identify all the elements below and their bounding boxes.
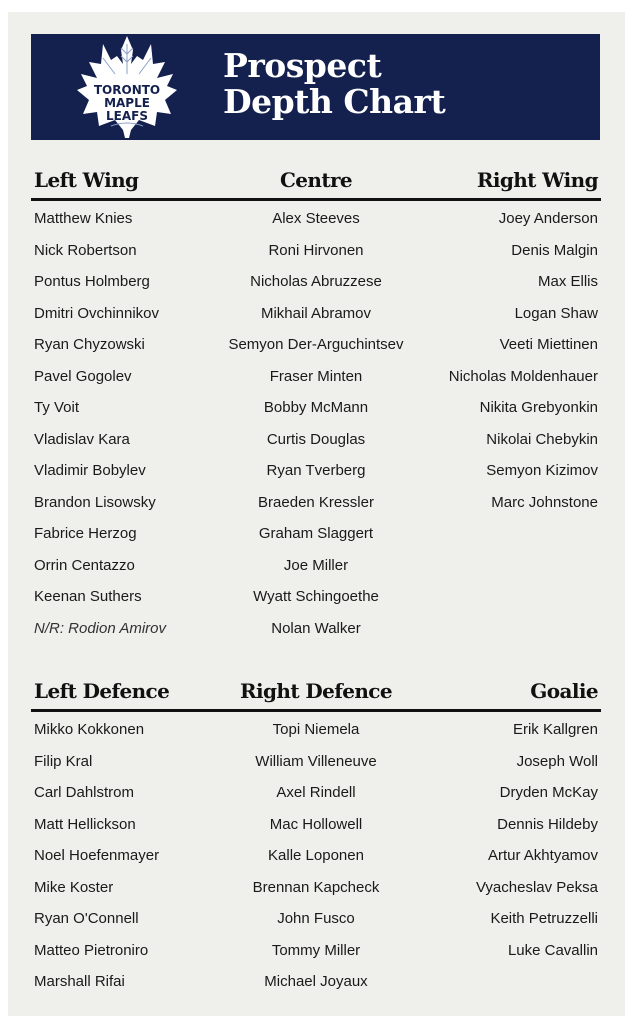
list-item: Ryan Tverberg (266, 462, 366, 479)
list-item: Keenan Suthers (34, 588, 142, 605)
list-item: Vladimir Bobylev (34, 462, 146, 479)
maple-leaf-logo-icon (73, 34, 181, 140)
list-item: Nikita Grebyonkin (479, 399, 598, 416)
heading-right-wing: Right Wing (476, 168, 598, 192)
list-item: Pavel Gogolev (34, 367, 132, 385)
list-item: Joe Miller (283, 556, 349, 574)
list-item: Bobby McMann (263, 399, 369, 416)
list-item: Pontus Holmberg (34, 273, 150, 290)
goalie-list (398, 714, 598, 966)
list-item: Curtis Douglas (266, 430, 366, 448)
list-item: Fraser Minten (269, 367, 363, 385)
title-line-1: Prospect (223, 46, 382, 85)
list-item: Ryan O'Connell (34, 910, 139, 927)
list-item: Vladislav Kara (34, 430, 130, 448)
header-banner (31, 34, 600, 140)
list-item: Semyon Der-Arguchintsev (228, 336, 404, 353)
list-item: Denis Malgin (511, 241, 598, 259)
list-item: Semyon Kizimov (486, 462, 598, 479)
heading-centre: Centre (279, 168, 353, 192)
list-item: Keith Petruzzelli (490, 910, 598, 927)
list-item: Filip Kral (34, 752, 93, 770)
list-item: Matthew Knies (34, 210, 133, 227)
list-item: Logan Shaw (514, 304, 598, 322)
list-item: Artur Akhtyamov (487, 847, 598, 864)
list-item: Matteo Pietroniro (34, 941, 149, 959)
list-item: Veeti Miettinen (499, 336, 598, 353)
list-item: Roni Hirvonen (268, 241, 364, 259)
list-item: Brandon Lisowsky (34, 493, 156, 511)
list-item: Nicholas Moldenhauer (448, 367, 598, 385)
list-item: Marc Johnstone (491, 493, 598, 511)
list-item: Orrin Centazzo (34, 556, 135, 574)
heading-left-defence: Left Defence (34, 679, 170, 703)
list-item: Dryden McKay (499, 784, 598, 801)
list-item: Nolan Walker (271, 619, 361, 637)
list-item: Noel Hoefenmayer (34, 847, 160, 864)
section-divider (31, 198, 601, 201)
list-item: Ty Voit (34, 399, 80, 416)
list-item: Mikhail Abramov (260, 304, 372, 322)
defence-section (34, 679, 598, 990)
list-item: Topi Niemela (272, 721, 360, 738)
list-item: Wyatt Schingoethe (253, 588, 379, 605)
list-item: Luke Cavallin (507, 941, 598, 959)
forwards-section (34, 168, 598, 637)
list-item: Carl Dahlstrom (34, 784, 135, 801)
list-item: Joey Anderson (498, 210, 598, 227)
logo-text-toronto: TORONTO (93, 83, 161, 97)
list-item: Nicholas Abruzzese (250, 273, 382, 290)
list-item: Alex Steeves (272, 210, 360, 227)
heading-goalie: Goalie (530, 679, 598, 703)
list-item: Mike Koster (34, 878, 114, 896)
section-divider (31, 709, 601, 712)
list-item: Michael Joyaux (264, 973, 368, 990)
title-line-2: Depth Chart (223, 82, 446, 121)
right-defence-list (216, 714, 416, 998)
list-item: William Villeneuve (255, 752, 377, 770)
list-item: Joseph Woll (516, 752, 598, 770)
list-item: Vyacheslav Peksa (475, 878, 598, 896)
list-item: Nick Robertson (34, 241, 137, 259)
logo-text-maple: MAPLE (104, 96, 150, 110)
list-item: Mikko Kokkonen (34, 721, 145, 738)
list-item: Graham Slaggert (258, 525, 374, 542)
defence-headings (34, 679, 598, 709)
list-item: Brennan Kapcheck (252, 878, 380, 896)
list-item: Nikolai Chebykin (486, 430, 598, 448)
list-item: Mac Hollowell (269, 815, 363, 833)
right-wing-list (398, 203, 598, 518)
heading-left-wing: Left Wing (34, 168, 139, 192)
list-item: Axel Rindell (276, 784, 356, 801)
list-item: Dmitri Ovchinnikov (34, 304, 160, 322)
list-item: Dennis Hildeby (497, 815, 598, 833)
forwards-headings (34, 168, 598, 198)
list-item: John Fusco (277, 910, 355, 927)
list-item: Max Ellis (537, 273, 598, 290)
list-item: Marshall Rifai (34, 973, 125, 990)
list-item: Kalle Loponen (268, 847, 364, 864)
logo-text-leafs: LEAFS (106, 109, 148, 123)
list-item: Tommy Miller (271, 941, 361, 959)
list-item: Fabrice Herzog (34, 525, 137, 542)
list-item: Ryan Chyzowski (34, 336, 145, 353)
list-item: Braeden Kressler (258, 493, 374, 511)
heading-right-defence: Right Defence (240, 679, 392, 703)
centre-list (216, 203, 416, 644)
page-title (223, 48, 445, 120)
list-item: Erik Kallgren (512, 721, 598, 738)
left-wing-list (34, 203, 234, 644)
left-defence-list (34, 714, 234, 998)
not-rostered-note: N/R: Rodion Amirov (34, 619, 166, 637)
list-item: Matt Hellickson (34, 815, 136, 833)
